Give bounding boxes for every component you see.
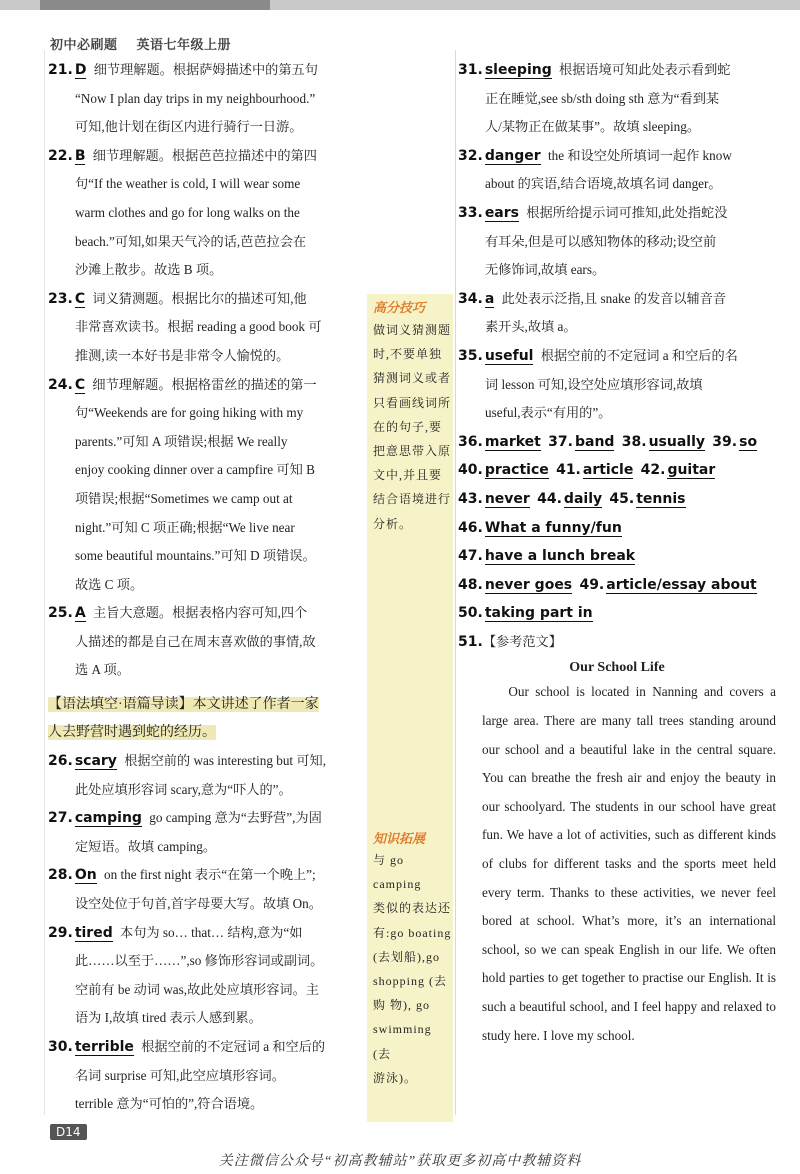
question-number: 39. [712, 433, 738, 450]
question-number: 46. [458, 519, 483, 536]
left-margin-line [44, 50, 45, 1115]
answer-line [458, 142, 776, 171]
tip-line: 类似的表达还 [373, 901, 452, 916]
question-number: 26. [48, 753, 73, 770]
tip-line: 结合语境进行 [373, 492, 452, 507]
explanation-text: night.”可知 C 项正确;根据“We live near [75, 519, 295, 535]
tip-line: swimming (去 [373, 1022, 432, 1061]
question-number: 31. [458, 62, 483, 78]
essay-label [458, 628, 776, 657]
explanation-text: 主旨大意题。根据表格内容可知,四个 [92, 605, 308, 621]
answer-line [48, 1004, 366, 1033]
question-number: 28. [48, 867, 73, 884]
answer-line [48, 656, 366, 685]
question-number: 50. [458, 605, 483, 622]
tip-line: (去划船),go [373, 949, 440, 964]
reading-guide [48, 691, 366, 747]
answer-key: useful [484, 347, 534, 364]
explanation-text: about 的宾语,结合语境,故填名词 danger。 [485, 176, 722, 192]
tip-line: 分析。 [373, 516, 413, 531]
answer-key: daily [563, 490, 603, 507]
answer-key: danger [484, 147, 541, 164]
answer-row [458, 514, 776, 543]
answer-line [48, 428, 366, 457]
question-number: 40. [458, 462, 483, 479]
explanation-text: 选 A 项。 [75, 662, 130, 678]
explanation-text: 沙滩上散步。故选 B 项。 [75, 262, 223, 278]
answer-line [48, 142, 366, 171]
explanation-text: 设空处位于句首,首字母要大写。故填 On。 [75, 896, 322, 912]
tip-line: 文中,并且要 [373, 468, 443, 483]
tip-line: 做词义猜测题 [373, 323, 452, 337]
explanation-text: 词 lesson 可知,设空处应填形容词,故填 [485, 376, 703, 392]
question-number: 36. [458, 433, 483, 450]
answer-line [48, 1062, 366, 1091]
explanation-text: 此处应填形容词 scary,意为“吓人的”。 [75, 781, 292, 797]
explanation-text: 人/某物正在做某事”。故填 sleeping。 [485, 119, 701, 135]
question-number: 29. [48, 924, 73, 941]
answer-key: band [574, 433, 615, 450]
explanation-text: 正在睡觉,see sb/sth doing sth 意为“看到某 [485, 90, 720, 106]
answer-key: article/essay about [606, 576, 757, 593]
answer-line [458, 170, 776, 199]
guide-text: 本文讲述了作者一家 [192, 697, 319, 713]
answer-line [48, 599, 366, 628]
question-number: 48. [458, 576, 483, 593]
tip-line: 游泳)。 [373, 1070, 417, 1085]
explanation-text: 根据空前的 was interesting but 可知, [124, 753, 327, 769]
answer-line [48, 256, 366, 285]
guide-tag: 【语法填空·语篇导读】 [48, 697, 193, 713]
explanation-text: go camping 意为“去野营”,为固 [149, 810, 322, 826]
essay-title: Our School Life [569, 660, 665, 676]
tip-title-skill: 高分技巧 [373, 301, 426, 316]
answer-key: What a funny/fun [484, 519, 622, 536]
question-number: 34. [458, 290, 483, 307]
answer-line [48, 313, 366, 342]
question-number: 23. [48, 290, 73, 307]
answer-line [48, 861, 366, 890]
explanation-text: enjoy cooking dinner over a campfire 可知 B [75, 462, 315, 478]
explanation-text: 名词 surprise 可知,此空应填形容词。 [75, 1067, 285, 1083]
answer-line [48, 199, 366, 228]
answer-row [458, 428, 776, 457]
explanation-text: 可知,他计划在街区内进行骑行一日游。 [75, 119, 303, 135]
answer-line [48, 170, 366, 199]
explanation-text: 此处表示泛指,且 snake 的发音以辅音音 [501, 290, 727, 306]
answer-line [48, 342, 366, 371]
explanation-text: 根据语境可知此处表示看到蛇 [559, 62, 731, 77]
book-title: 初中必刷题 [50, 38, 118, 53]
answer-line [48, 833, 366, 862]
explanation-text: 推测,读一本好书是非常令人愉悦的。 [75, 347, 290, 363]
answer-line [48, 56, 366, 85]
explanation-text: 词义猜测题。根据比尔的描述可知,他 [92, 290, 307, 306]
question-number: 30. [48, 1039, 73, 1055]
answer-line [48, 747, 366, 776]
tip-line: 把意思带入原 [373, 444, 452, 459]
explanation-text: warm clothes and go for long walks on the [75, 204, 300, 220]
tip-body-extension [373, 848, 453, 1090]
answer-line [48, 919, 366, 948]
question-number: 33. [458, 204, 483, 221]
explanation-text: 细节理解题。根据芭芭拉描述中的第四 [92, 147, 317, 163]
answer-line [48, 1033, 366, 1062]
answer-key: tennis [636, 490, 686, 507]
answer-key: A [74, 605, 86, 622]
answer-key: On [74, 867, 97, 884]
answer-line [48, 456, 366, 485]
answer-row [458, 485, 776, 514]
answer-key: guitar [667, 462, 716, 479]
answer-line [458, 85, 776, 114]
column-divider [455, 50, 456, 1115]
answer-key: taking part in [484, 605, 593, 622]
answer-line [48, 776, 366, 805]
question-number: 35. [458, 347, 483, 364]
question-number: 51. [458, 633, 483, 650]
explanation-text: 根据所给提示词可推知,此处指蛇没 [526, 204, 728, 220]
page-number: D14 [50, 1124, 87, 1140]
answer-line [48, 485, 366, 514]
answer-key: C [74, 290, 86, 307]
answer-key: usually [648, 433, 705, 450]
question-number: 21. [48, 62, 73, 78]
question-number: 44. [537, 490, 562, 507]
explanation-text: 人描述的都是自己在周末喜欢做的事情,故 [75, 633, 316, 649]
tip-line: shopping (去 [373, 974, 448, 989]
tip-line: 时,不要单独 [373, 347, 443, 362]
answer-key: a [484, 290, 495, 307]
essay-body: Our school is located in Nanning and covers a large area. There are many tall trees standing around our school and a beautiful lake in the central square. You can breathe the fresh air and enjoy the beauty in our schoolyard. The students in our school have great fun. We have a lot of activities, such as different kinds of clubs for different tasks and the sports meet held every term. Thanks to these activities, we never feel bored at school. What’s more, it’s an international school, so we can speak English in our life. We often hold parties to get together to practise our English. It is such a beautiful school, and I feel happy and relaxed to study here. I love my school. [482, 684, 776, 1043]
tip-title-extension: 知识拓展 [373, 832, 426, 847]
explanation-text: 句“If the weather is cold, I will wear some [75, 176, 301, 192]
explanation-text: 句“Weekends are for going hiking with my [75, 405, 304, 421]
answer-row [458, 542, 776, 571]
question-number: 45. [609, 490, 635, 507]
answer-line [458, 256, 776, 285]
question-number: 24. [48, 376, 73, 393]
guide-text: 人去野营时遇到蛇的经历。 [48, 725, 216, 741]
answer-key: C [74, 376, 86, 393]
answer-line [48, 571, 366, 600]
question-number: 42. [640, 462, 666, 479]
explanation-text: 素开头,故填 a。 [485, 319, 577, 335]
question-number: 41. [556, 462, 581, 479]
answer-line [458, 313, 776, 342]
answer-key: ears [484, 204, 519, 221]
explanation-text: 项错误;根据“Sometimes we camp out at [75, 490, 293, 506]
question-number: 47. [458, 548, 483, 565]
tip-line: 猜测词义或者 [373, 371, 452, 386]
explanation-text: 语为 I,故填 tired 表示人感到累。 [75, 1010, 262, 1026]
answer-key: terrible [74, 1039, 134, 1055]
answer-line [458, 285, 776, 314]
answer-line [48, 804, 366, 833]
question-number: 32. [458, 147, 483, 164]
essay-tag: 【参考范文】 [482, 633, 562, 649]
tip-line: 购 物), go [373, 998, 430, 1013]
left-column [48, 56, 366, 1119]
explanation-text: 根据空前的不定冠词 a 和空后的名 [540, 347, 738, 363]
answer-line [48, 371, 366, 400]
explanation-text: 细节理解题。根据格雷丝的描述的第一 [92, 376, 317, 392]
explanation-text: 非常喜欢读书。根据 reading a good book 可 [75, 319, 322, 335]
answer-row [458, 571, 776, 600]
tip-body-skill [373, 318, 453, 536]
answer-key: have a lunch break [484, 548, 636, 565]
tip-line: 只看画线词所 [373, 395, 452, 410]
answer-line [48, 947, 366, 976]
tip-line: 有:go boating [373, 925, 452, 940]
explanation-text: 本句为 so… that… 结构,意为“如 [120, 924, 303, 940]
explanation-text: 无修饰词,故填 ears。 [485, 262, 606, 278]
explanation-text: useful,表示“有用的”。 [485, 405, 612, 421]
question-number: 25. [48, 605, 73, 622]
explanation-text: the 和设空处所填词一起作 know [547, 147, 732, 163]
answer-line [48, 85, 366, 114]
answer-line [48, 890, 366, 919]
question-number: 37. [548, 433, 573, 450]
explanation-text: 有耳朵,但是可以感知物体的移动;设空前 [485, 233, 717, 249]
explanation-text: 根据空前的不定冠词 a 和空后的 [141, 1039, 326, 1054]
answer-line [458, 113, 776, 142]
answer-line [48, 113, 366, 142]
answer-line [458, 199, 776, 228]
answer-line [458, 399, 776, 428]
explanation-text: 此……以至于……”,so 修饰形容词或副词。 [75, 953, 324, 969]
answer-line [458, 56, 776, 85]
tip-line: 在的句子,要 [373, 419, 443, 434]
footer-note: 关注微信公众号“初高教辅站”获取更多初高中教辅资料 [218, 1154, 582, 1169]
answer-key: market [484, 433, 541, 450]
explanation-text: beach.”可知,如果天气冷的话,芭芭拉会在 [75, 233, 307, 249]
answer-line [48, 976, 366, 1005]
question-number: 49. [579, 576, 605, 593]
page-header [50, 34, 245, 53]
question-number: 22. [48, 147, 73, 164]
answer-key: practice [484, 462, 549, 479]
answer-line [458, 228, 776, 257]
answer-line [48, 628, 366, 657]
subject-title: 英语七年级上册 [136, 38, 232, 53]
explanation-text: 故选 C 项。 [75, 576, 144, 592]
explanation-text: “Now I plan day trips in my neighbourhood.” [75, 90, 316, 106]
answer-key: tired [74, 924, 113, 941]
answer-key: never goes [484, 576, 573, 593]
answer-row [458, 456, 776, 485]
answer-key: never [484, 490, 530, 507]
answer-line [48, 399, 366, 428]
explanation-text: 定短语。故填 camping。 [75, 838, 217, 854]
answer-key: camping [74, 810, 142, 827]
question-number: 27. [48, 810, 73, 827]
explanation-text: 细节理解题。根据萨姆描述中的第五句 [93, 62, 318, 77]
explanation-text: terrible 意为“可怕的”,符合语境。 [75, 1096, 264, 1112]
answer-key: B [74, 147, 86, 164]
answer-line [458, 371, 776, 400]
question-number: 38. [621, 433, 647, 450]
answer-line [48, 1090, 366, 1119]
answer-line [48, 514, 366, 543]
right-column [458, 56, 776, 1050]
answer-line [48, 228, 366, 257]
top-bar-accent [40, 0, 270, 10]
explanation-text: parents.”可知 A 项错误;根据 We really [75, 433, 288, 449]
explanation-text: on the first night 表示“在第一个晚上”; [103, 867, 316, 883]
answer-key: scary [74, 753, 117, 770]
answer-line [48, 542, 366, 571]
answer-key: D [74, 62, 87, 78]
explanation-text: 空前有 be 动词 was,故此处应填形容词。主 [75, 981, 319, 997]
answer-line [48, 285, 366, 314]
answer-key: sleeping [484, 62, 552, 78]
explanation-text: some beautiful mountains.”可知 D 项错误。 [75, 548, 316, 564]
answer-row [458, 599, 776, 628]
answer-key: article [582, 462, 634, 479]
tip-line: 与 go camping [373, 853, 422, 892]
answer-key: so [739, 433, 758, 450]
answer-line [458, 342, 776, 371]
question-number: 43. [458, 490, 483, 507]
